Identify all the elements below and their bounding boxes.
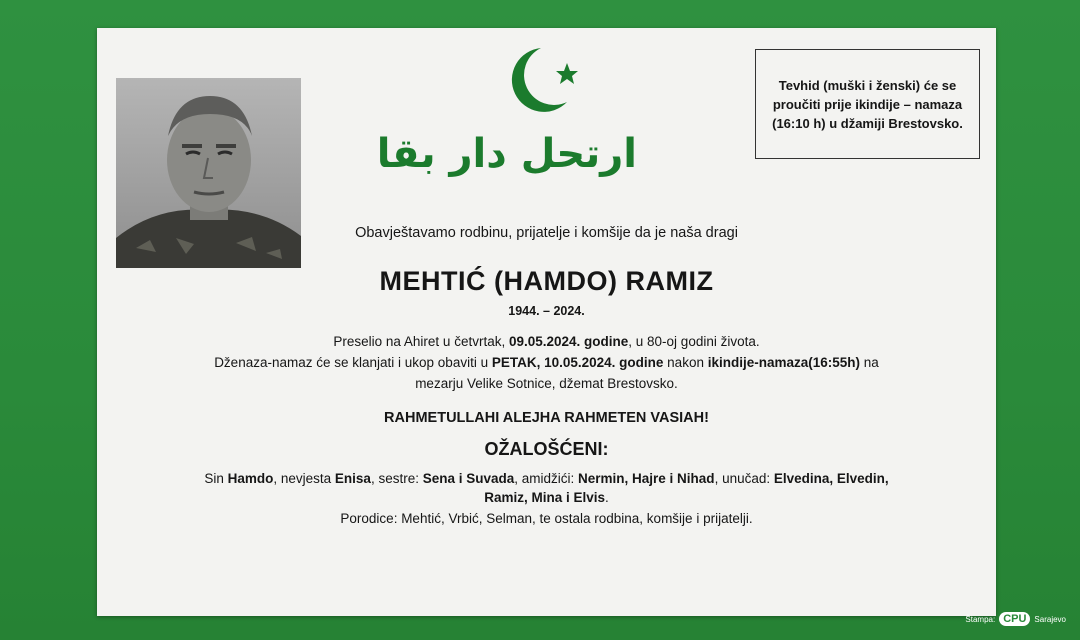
funeral-time: ikindije-namaza(16:55h) [707, 355, 861, 370]
passing-age: , u 80-oj godini života. [628, 334, 760, 349]
family-text: , nevjesta [273, 471, 335, 486]
tevhid-text: Tevhid (muški i ženski) će se proučiti prije ikindije – namaza (16:10 h) u džamiji Brestovsko. [772, 77, 963, 131]
stamp-label: Štampa: [965, 614, 996, 624]
family-text: , amidžići: [514, 471, 579, 486]
funeral-line [97, 352, 996, 373]
family-name: Hamdo [227, 471, 274, 486]
families-line: Porodice: Mehtić, Vrbić, Selman, te ostala rodbina, komšije i prijatelji. [340, 511, 753, 526]
funeral-suffix: na [860, 355, 879, 370]
family-name: Elvedina, Elvedin, [773, 471, 889, 486]
printer-stamp [965, 608, 1066, 630]
mourners-heading: OŽALOŠĆENI: [484, 439, 609, 459]
crescent-star-icon [501, 44, 591, 114]
family-line-2 [97, 487, 996, 508]
family-text: , unučad: [714, 471, 774, 486]
life-years: 1944. – 2024. [508, 304, 585, 318]
family-name: Enisa [334, 471, 371, 486]
prayer-line: RAHMETULLAHI ALEJHA RAHMETEN VASIAH! [384, 410, 709, 426]
family-text: Sin [204, 471, 228, 486]
passing-text: Preselio na Ahiret u četvrtak, [333, 334, 509, 349]
intro-text: Obavještavamo rodbinu, prijatelje i komšije da je naša dragi [355, 225, 738, 241]
passing-line [97, 331, 996, 352]
family-name: Nermin, Hajre i Nihad [578, 471, 715, 486]
family-name: Sena i Suvada [422, 471, 515, 486]
funeral-date: PETAK, 10.05.2024. godine [491, 355, 664, 370]
tevhid-notice-box [755, 49, 980, 159]
family-name: Ramiz, Mina i Elvis [484, 490, 606, 505]
cpu-logo: CPU [999, 612, 1030, 626]
arabic-calligraphy: ارتحل دار بقا [376, 131, 637, 177]
family-text: , sestre: [370, 471, 423, 486]
passing-date: 09.05.2024. godine [508, 334, 629, 349]
stamp-city: Sarajevo [1034, 614, 1066, 624]
deceased-name: MEHTIĆ (HAMDO) RAMIZ [379, 266, 714, 296]
funeral-connector: nakon [663, 355, 708, 370]
funeral-text: Dženaza-namaz će se klanjati i ukop obaviti u [214, 355, 492, 370]
family-line-1 [97, 468, 996, 489]
family-text: . [605, 490, 609, 505]
obituary-paper [97, 28, 996, 616]
burial-place: mezarju Velike Sotnice, džemat Brestovsko. [415, 376, 678, 391]
